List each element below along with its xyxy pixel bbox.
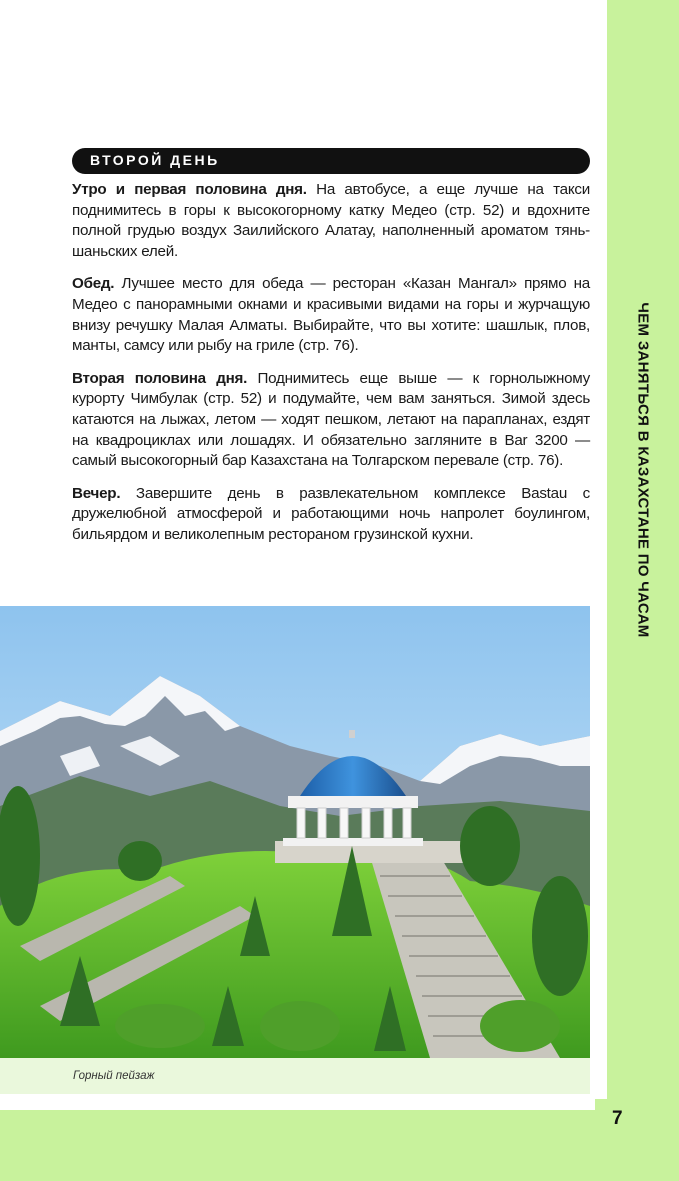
paragraph-lead: Вечер. — [72, 484, 121, 502]
paragraph-lunch — [72, 274, 590, 356]
mountain-landscape-photo — [0, 606, 590, 1058]
section-header — [72, 148, 590, 174]
paragraph-body: На автобусе, а еще лучше на такси поднимитесь в горы к высокогорному катку Медео (стр. 52) и вдохните полной грудью воздух Заилийского Алатау, наполненный ароматом тянь-шаньских елей. — [72, 181, 590, 260]
paragraph-lead: Обед. — [72, 275, 115, 293]
paragraph-body: Завершите день в развлекательном комплексе Bastau с дружелюбной атмосферой и работающими ночь напролет боулингом, бильярдом и великолепным рестораном грузинской кухни. — [72, 484, 590, 543]
page-number-box — [595, 1099, 679, 1181]
paragraph-morning — [72, 180, 590, 262]
paragraph-body: Лучшее место для обеда — ресторан «Казан Мангал» прямо на Медео с панорамными окнами и красивыми видами на горы и журчащую внизу речушку Малая Алматы. Выбирайте, что вы хотите: шашлык, плов, манты, самсу или рыбу на гриле (стр. 76). — [72, 275, 590, 355]
paragraph-lead: Утро и первая половина дня. — [72, 181, 307, 198]
page-number: 7 — [612, 1108, 623, 1129]
bottom-band — [0, 1110, 595, 1181]
paragraph-lead: Вторая половина дня. — [72, 369, 248, 387]
paragraph-body: Поднимитесь еще выше — к горнолыжному курорту Чимбулак (стр. 52) и подумайте, чем вам заняться. Зимой здесь катаются на лыжах, летом — ходят пешком, летают на парапланах, ездят на квадроциклах или лошадях. И обязательно загляните в Bar 3200 — самый высокогорный бар Казахстана на Толгарском перевале (стр. 76). — [72, 369, 591, 470]
paragraph-afternoon — [72, 369, 590, 472]
photo-caption: Горный пейзаж — [73, 1070, 155, 1082]
itinerary-text — [72, 180, 590, 558]
section-header-label: ВТОРОЙ ДЕНЬ — [90, 152, 220, 168]
paragraph-evening — [72, 484, 590, 546]
chapter-title-vertical: ЧЕМ ЗАНЯТЬСЯ В КАЗАХСТАНЕ ПО ЧАСАМ — [634, 302, 652, 638]
